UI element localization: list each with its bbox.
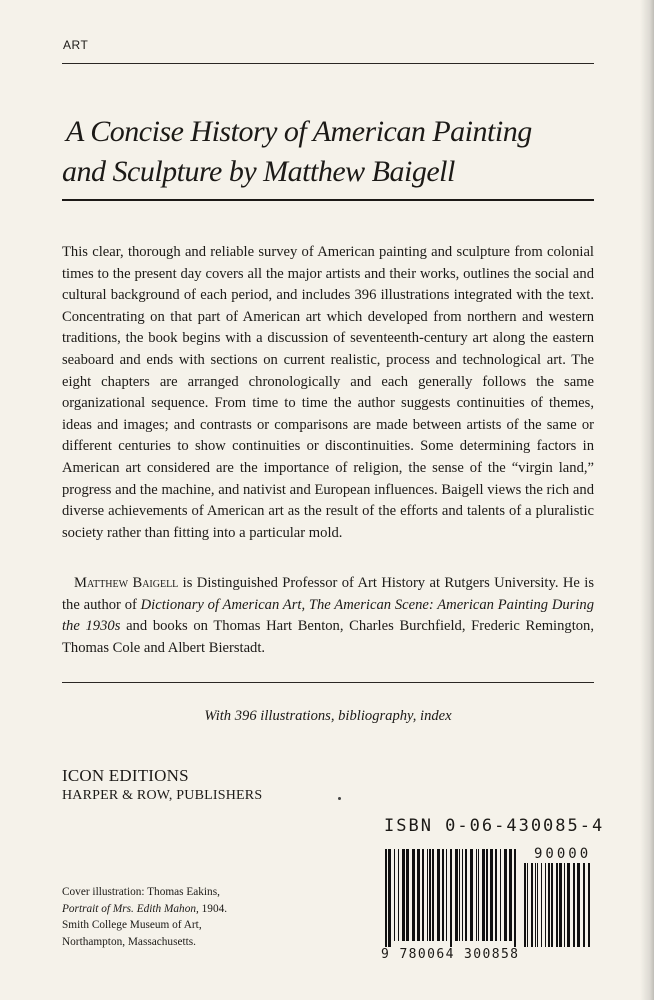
barcode-bar [504,849,507,941]
cover-credit [62,884,362,950]
isbn-number: ISBN 0-06-430085-4 [384,816,605,836]
barcode-bar [406,849,409,941]
barcode-bar [545,863,546,947]
barcode-bar [432,849,434,941]
barcode-bar [556,863,558,947]
author-name: Matthew Baigell [74,575,179,591]
barcode-bar [394,849,395,941]
barcode-bar [535,863,536,947]
barcode-bar [455,849,458,941]
barcode-bar [478,849,479,941]
barcode-bar [459,849,460,941]
barcode-bar [583,863,585,947]
barcode-bar [551,863,553,947]
credit-line-3: Smith College Museum of Art, [62,919,202,932]
barcode-bar [588,863,590,947]
print-speck [338,797,341,800]
barcode-bar [548,863,550,947]
credit-line-2 [62,901,362,918]
publisher-imprint: HARPER & ROW, PUBLISHERS [62,788,263,803]
barcode-bar [509,849,512,941]
bio-text-2: and books on Thomas Hart Benton, Charles Burchfield, Frederic Remington, Thomas Cole and Albert Bierstadt. [62,618,594,656]
barcode-bar [417,849,420,941]
title-line-2: and Sculpture by Matthew Baigell [62,155,455,188]
barcode-bar [402,849,405,941]
author-bio [62,573,594,659]
publisher-name: ICON EDITIONS [62,766,189,785]
barcode-bar [446,849,447,941]
barcode-bar [577,863,580,947]
barcode-bar [564,863,565,947]
book-description: This clear, thorough and reliable survey of American painting and sculpture from colonial times to the present day covers all the major artists and their works, outlines the social and cultural background of each period, and includes 396 illustrations integrated with the text. Concentrating on that part of American art which developed from northern and western traditions, the book begins with a discussion of seventeenth-century art along the eastern seaboard and ends with sections on current realistic, process and technological art. The eight chapters are arranged chronologically and each generally follows the same organizational sequence. From time to time the author suggests continuities of themes, ideas and images; and contrasts or comparisons are made between artists of the same or different centuries to show continuities or discontinuities. Some determining factors in American art considered are the importance of religion, the sense of the “virgin land,” progress and the machine, and nativist and European influences. Baigell views the rich and diverse achievements of American art as the result of the efforts and talents of a pluralistic society rather than fitting into a particular mold. [62,244,594,541]
addon-barcode [524,863,590,947]
title-rule [62,199,594,201]
barcode-bar [559,863,562,947]
barcode-bar [398,849,399,941]
barcode-bar [537,863,538,947]
barcode-bar [427,849,428,941]
barcode-bar [450,849,452,947]
page-edge-shadow [640,0,654,1000]
barcode-bar [437,849,440,941]
title-line-1: A Concise History of American Painting [66,115,532,148]
barcode-bar [422,849,424,941]
ean-barcode [385,849,517,947]
illustrations-note: With 396 illustrations, bibliography, index [204,708,452,724]
bio-text-1: is Distinguished Professor of Art History at Rutgers University. He is the author of [62,575,594,613]
barcode-bar [567,863,570,947]
barcode-bar [500,849,501,941]
book-title [62,112,602,192]
barcode-bar [482,849,485,941]
barcode-bar [527,863,528,947]
barcode-bar [388,849,391,947]
barcode-bar [490,849,493,941]
credit-year: 1904. [198,902,228,915]
barcode-bar [495,849,497,941]
barcode-bar [573,863,575,947]
category-label: ART [63,38,89,52]
barcode-bar [442,849,444,941]
credit-painting-title: Portrait of Mrs. Edith Mahon, [62,902,199,915]
barcode-bar [412,849,415,941]
barcode-addon-number: 90000 [534,846,592,862]
barcode-bar [524,863,526,947]
barcode-bar [514,849,516,947]
credit-line-1: Cover illustration: Thomas Eakins, [62,886,220,898]
barcode-bar [486,849,488,941]
barcode-bar [385,849,387,947]
barcode-bar [462,849,463,941]
bio-book-titles: Dictionary of American Art, The American Scene: American Painting During the 1930s [62,596,594,635]
credit-line-4: Northampton, Massachusetts. [62,935,196,948]
barcode-bar [531,863,533,947]
barcode-bar [429,849,431,941]
barcode-bar [465,849,467,941]
barcode-bar [470,849,473,941]
ean-number: 9 780064 300858 [381,947,520,962]
barcode-bar [476,849,477,941]
barcode-bar [541,863,542,947]
bottom-rule [62,682,594,683]
top-rule [62,63,594,64]
